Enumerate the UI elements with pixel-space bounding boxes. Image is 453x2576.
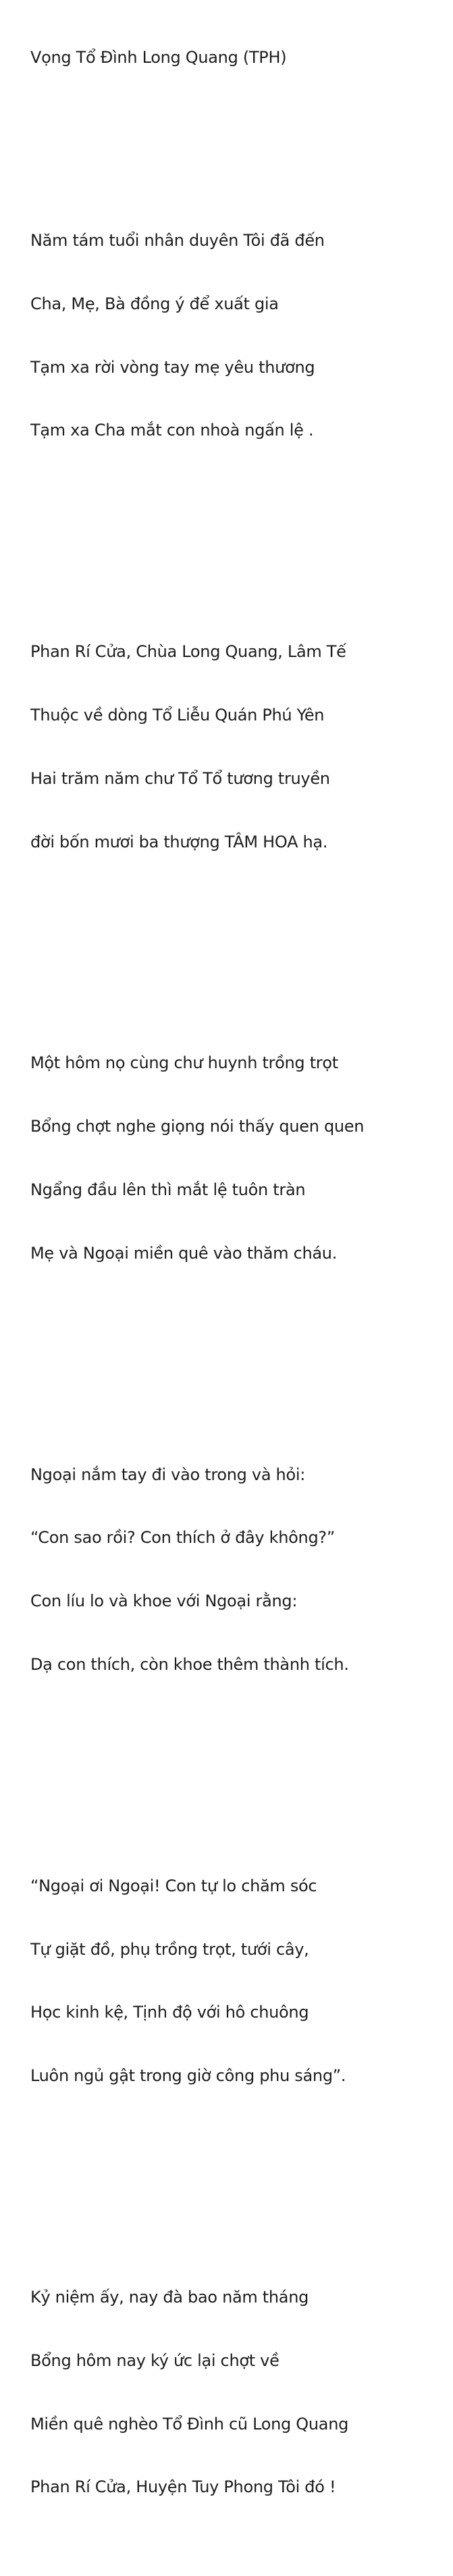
stanza-gap — [30, 519, 449, 545]
stanza-6 — [30, 2247, 449, 2538]
poem-line: đời bốn mươi ba thượng TÂM HOA hạ. — [30, 832, 328, 851]
poem-line: “Con sao rồi? Con thích ở đây không?” — [30, 1528, 335, 1548]
stanza-gap — [30, 930, 449, 956]
poem-line: Năm tám tuổi nhân duyên Tôi đã đến — [30, 231, 325, 250]
poem-line: Ngoại nắm tay đi vào trong và hỏi: — [30, 1465, 305, 1484]
poem-line: Hai trăm năm chư Tổ Tổ tương truyền — [30, 768, 330, 788]
stanza-gap — [30, 108, 449, 134]
poem-line: Thuộc về dòng Tổ Liễu Quán Phú Yên — [30, 705, 325, 725]
poem-line: Cha, Mẹ, Bà đồng ý để xuất gia — [30, 294, 279, 313]
stanza-1 — [30, 190, 449, 481]
poem-line: Dạ con thích, còn khoe thêm thành tích. — [30, 1654, 349, 1674]
poem-line: Miền quê nghèo Tổ Đình cũ Long Quang — [30, 2414, 349, 2434]
stanza-2 — [30, 602, 449, 893]
poem-line: Tạm xa Cha mắt con nhoà ngấn lệ . — [30, 421, 314, 440]
poem-text[interactable] — [30, 7, 449, 2576]
poem-line: Mẹ và Ngoại miền quê vào thăm cháu. — [30, 1243, 338, 1263]
poem-line: “Ngoại ơi Ngoại! Con tự lo chăm sóc — [30, 1876, 317, 1895]
poem-line: Bổng chợt nghe giọng nói thấy quen quen — [30, 1117, 365, 1136]
poem-line: Học kinh kệ, Tịnh độ với hô chuông — [30, 2003, 309, 2022]
poem-line: Một hôm nọ cùng chư huynh trồng trọt — [30, 1053, 338, 1073]
poem-line: Phan Rí Cửa, Chùa Long Quang, Lâm Tế — [30, 642, 346, 662]
stanza-4 — [30, 1425, 449, 1716]
stanza-3 — [30, 1013, 449, 1304]
stanza-gap — [30, 2165, 449, 2190]
poem-line: Tạm xa rời vòng tay mẹ yêu thương — [30, 357, 315, 377]
poem-line: Con líu lo và khoe với Ngoại rằng: — [30, 1592, 298, 1611]
poem-title: Vọng Tổ Đình Long Quang (TPH) — [30, 48, 287, 67]
poem-line: Tự giặt đồ, phụ trồng trọt, tưới cây, — [30, 1939, 309, 1959]
poem-line: Ngẩng đầu lên thì mắt lệ tuôn tràn — [30, 1180, 306, 1199]
stanza-gap — [30, 1754, 449, 1779]
poem-line: Kỷ niệm ấy, nay đà bao năm tháng — [30, 2287, 309, 2307]
poem-line: Phan Rí Cửa, Huyện Tuy Phong Tôi đó ! — [30, 2477, 336, 2497]
poem-line: Luôn ngủ gật trong giờ công phu sáng”. — [30, 2066, 346, 2086]
poem-line: Bổng hôm nay ký ức lại chợt về — [30, 2350, 279, 2370]
stanza-gap — [30, 1342, 449, 1368]
stanza-5 — [30, 1836, 449, 2127]
